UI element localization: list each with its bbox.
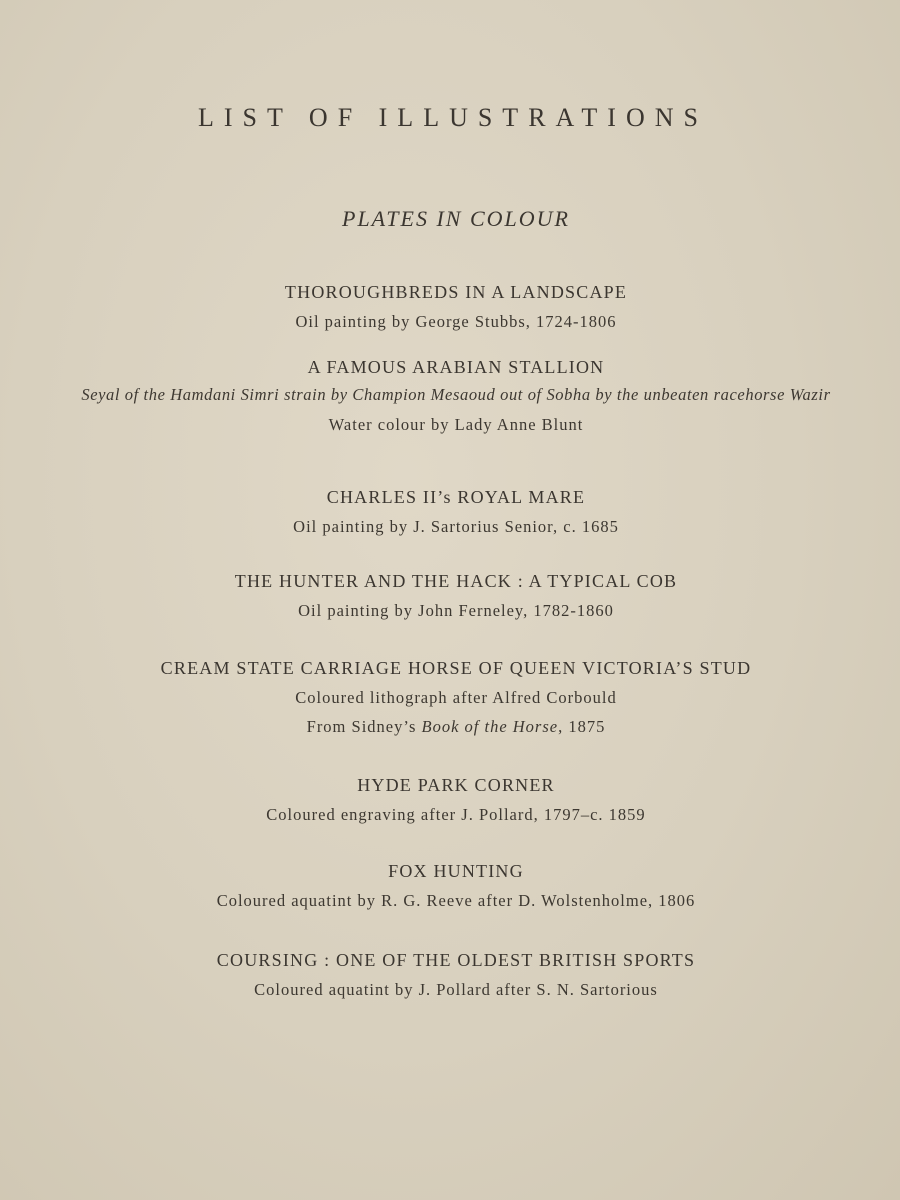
illustration-entry [0, 566, 900, 625]
illustration-title: THOROUGHBREDS IN A LANDSCAPE [284, 282, 628, 302]
source-suffix: , 1875 [558, 717, 606, 736]
illustration-entry [0, 482, 900, 541]
illustration-title: HYDE PARK CORNER [357, 775, 555, 795]
source-prefix: From Sidney’s [306, 717, 422, 736]
illustration-description: Coloured lithograph after Alfred Corbould [295, 688, 617, 707]
section-title: PLATES IN COLOUR [342, 206, 570, 231]
illustration-entry [0, 945, 900, 1004]
illustration-title: A FAMOUS ARABIAN STALLION [307, 357, 605, 377]
illustration-entry [0, 277, 900, 336]
illustration-description: Water colour by Lady Anne Blunt [328, 415, 584, 434]
illustration-source [0, 712, 900, 741]
illustration-entry [0, 770, 900, 829]
illustration-title: CHARLES II’s ROYAL MARE [326, 487, 586, 507]
illustration-title: CREAM STATE CARRIAGE HORSE OF QUEEN VICTORIA’S STUD [160, 658, 752, 678]
illustration-description: Coloured engraving after J. Pollard, 1797–c. 1859 [266, 805, 646, 824]
illustration-description: Oil painting by George Stubbs, 1724-1806 [295, 312, 617, 331]
illustration-title: COURSING : ONE OF THE OLDEST BRITISH SPORTS [216, 950, 696, 970]
illustration-title: FOX HUNTING [388, 861, 524, 881]
illustration-entry [0, 653, 900, 741]
illustration-description: Coloured aquatint by R. G. Reeve after D. Wolstenholme, 1806 [216, 891, 696, 910]
illustration-entry [0, 856, 900, 915]
illustration-description: Coloured aquatint by J. Pollard after S. N. Sartorious [254, 980, 658, 999]
illustration-description: Oil painting by J. Sartorius Senior, c. 1685 [293, 517, 619, 536]
illustration-description: Oil painting by John Ferneley, 1782-1860 [298, 601, 614, 620]
illustration-entry [0, 352, 900, 439]
page-title: LIST OF ILLUSTRATIONS [198, 103, 708, 132]
book-title: Book of the Horse [421, 717, 559, 736]
illustration-title: THE HUNTER AND THE HACK : A TYPICAL COB [234, 571, 678, 591]
illustration-caption: Seyal of the Hamdani Simri strain by Champion Mesaoud out of Sobha by the unbeaten racehorse Wazir [81, 385, 831, 404]
